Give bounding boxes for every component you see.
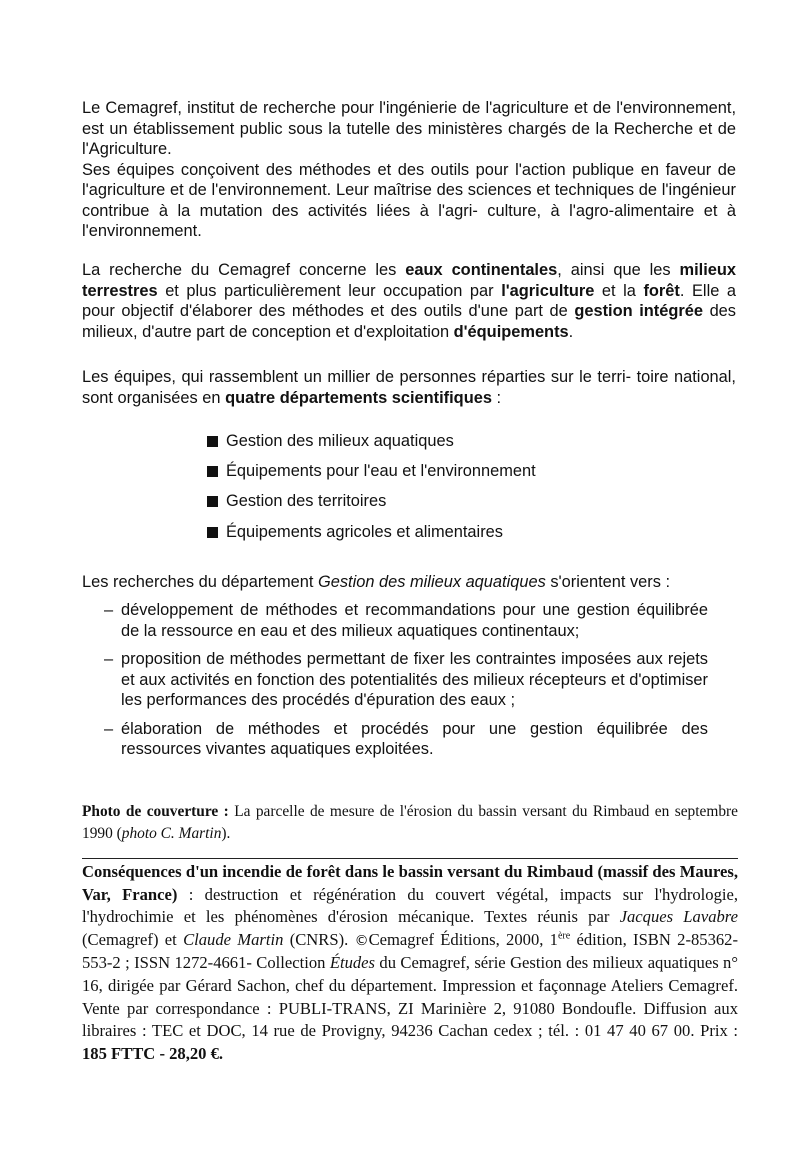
dash-bullet: –	[104, 719, 114, 738]
orientation-text: développement de méthodes et recommandations pour une gestion équilibrée de la ressource en eau et des milieux aquatiques continentaux;	[121, 601, 708, 640]
text-run: . Elle a pour objectif d'élaborer des méthodes et des outils d'une part de	[82, 281, 737, 320]
text-run: et la	[594, 281, 644, 300]
text-run: des milieux, d'autre part de conception et d'exploitation	[82, 302, 736, 341]
department-name: Équipements pour l'eau et l'environnement	[226, 462, 536, 481]
square-bullet-icon	[207, 466, 218, 477]
cover-photo-label: Photo de couverture :	[82, 803, 229, 820]
edition-superscript: ère	[557, 930, 571, 942]
orientations-list	[104, 600, 708, 768]
price: 185 FTTC - 28,20 €.	[82, 1043, 224, 1063]
teams-paragraph	[82, 367, 736, 408]
text-run: .	[568, 322, 574, 341]
dash-bullet: –	[104, 601, 114, 619]
square-bullet-icon	[207, 496, 218, 507]
orientation-intro	[82, 572, 736, 593]
photo-credit: photo C. Martin	[121, 825, 222, 842]
text-run: (CNRS).	[283, 929, 355, 949]
intro-paragraph-2: Ses équipes conçoivent des méthodes et des outils pour l'action publique en faveur de l'agriculture et de l'environnement. Leur maîtrise des sciences et techniques de l'ingénieur contribue à la mutation des activités liées à l'agri- culture, à l'agro-alimentaire et à l'environnement.	[82, 160, 736, 240]
text-run: Les équipes, qui rassemblent un millier de personnes réparties sur le terri- toire national, sont organisées en	[82, 368, 736, 407]
department-name: Gestion des territoires	[226, 492, 387, 511]
text-run: Les recherches du département	[82, 573, 318, 591]
author-name: Jacques Lavabre	[619, 907, 738, 927]
emphasis-forest: forêt	[643, 281, 680, 300]
text-run: La recherche du Cemagref concerne les	[82, 261, 406, 279]
text-run: Cemagref Éditions, 2000, 1	[368, 929, 558, 949]
text-run: et plus particulièrement leur occupation par	[157, 281, 502, 300]
emphasis-equipment: d'équipements	[453, 322, 569, 341]
text-run: (Cemagref) et	[82, 929, 184, 949]
copyright-icon: ©	[354, 932, 369, 949]
emphasis-agriculture: l'agriculture	[501, 281, 595, 300]
department-name: Équipements agricoles et alimentaires	[226, 522, 503, 541]
square-bullet-icon	[207, 436, 218, 447]
divider	[82, 858, 738, 859]
departments-list	[207, 426, 727, 547]
text-run: du Cemagref, série Gestion des milieux aquatiques n° 16, dirigée par Gérard Sachon, chef du département. Impression et façonnage Ateliers Cemagref. Vente par correspondance : PUBLI-TRANS, ZI Marinière 2, 91080 Bondoufle. Diffusion aux libraires : TEC et DOC, 14 rue de Provigny, 94236 Cachan cedex ; tél. : 01 47 40 67 00. Prix :	[82, 953, 738, 1041]
list-item	[207, 487, 727, 517]
department-name: Gestion des milieux aquatiques	[226, 431, 454, 450]
emphasis-terrestrial: milieux terrestres	[82, 261, 736, 300]
list-item	[104, 719, 708, 760]
author-name: Claude Martin	[183, 929, 284, 949]
cover-photo-caption	[82, 801, 738, 845]
department-name-italic: Gestion des milieux aquatiques	[317, 573, 546, 591]
list-item	[104, 600, 708, 641]
emphasis-continental-waters: eaux continentales	[405, 261, 558, 279]
orientation-text: proposition de méthodes permettant de fixer les contraintes imposées aux rejets et aux activités en fonction des potentialités des milieux récepteurs et d'optimiser les performances des procédés d'épuration des eaux ;	[121, 650, 708, 709]
emphasis-four-departments: quatre départements scientifiques	[225, 388, 492, 407]
book-title: Conséquences d'un incendie de forêt dans le bassin versant du Rimbaud (massif des Maures, Var, France)	[82, 862, 738, 904]
list-item	[207, 426, 727, 456]
text-run: : destruction et régénération du couvert végétal, impacts sur l'hydrologie, l'hydrochimie et les phénomènes d'érosion mécanique. Textes réunis par	[82, 884, 738, 927]
colophon	[82, 861, 738, 1065]
emphasis-integrated-management: gestion intégrée	[574, 302, 703, 320]
list-item	[104, 649, 708, 711]
research-paragraph	[82, 260, 736, 342]
text-run: s'orientent vers :	[545, 573, 671, 591]
list-item	[207, 456, 727, 486]
square-bullet-icon	[207, 527, 218, 538]
text-run: La parcelle de mesure de l'érosion du bassin versant du Rimbaud en septembre 1990 (	[82, 803, 738, 842]
collection-name: Études	[329, 953, 375, 973]
list-item	[207, 517, 727, 547]
text-run: ).	[221, 825, 231, 842]
intro-paragraph-1: Le Cemagref, institut de recherche pour l'ingénierie de l'agriculture et de l'environnement, est un établissement public sous la tutelle des ministères chargés de la Recherche et de l'Agriculture.	[82, 99, 736, 158]
text-run: :	[491, 388, 502, 407]
text-run: , ainsi que les	[557, 261, 680, 279]
text-run: édition, ISBN 2-85362-553-2 ; ISSN 1272-4661- Collection	[82, 929, 738, 973]
orientation-text: élaboration de méthodes et procédés pour une gestion équilibrée des ressources vivantes aquatiques exploitées.	[121, 719, 708, 758]
institution-description	[82, 98, 736, 242]
dash-bullet: –	[104, 650, 114, 668]
